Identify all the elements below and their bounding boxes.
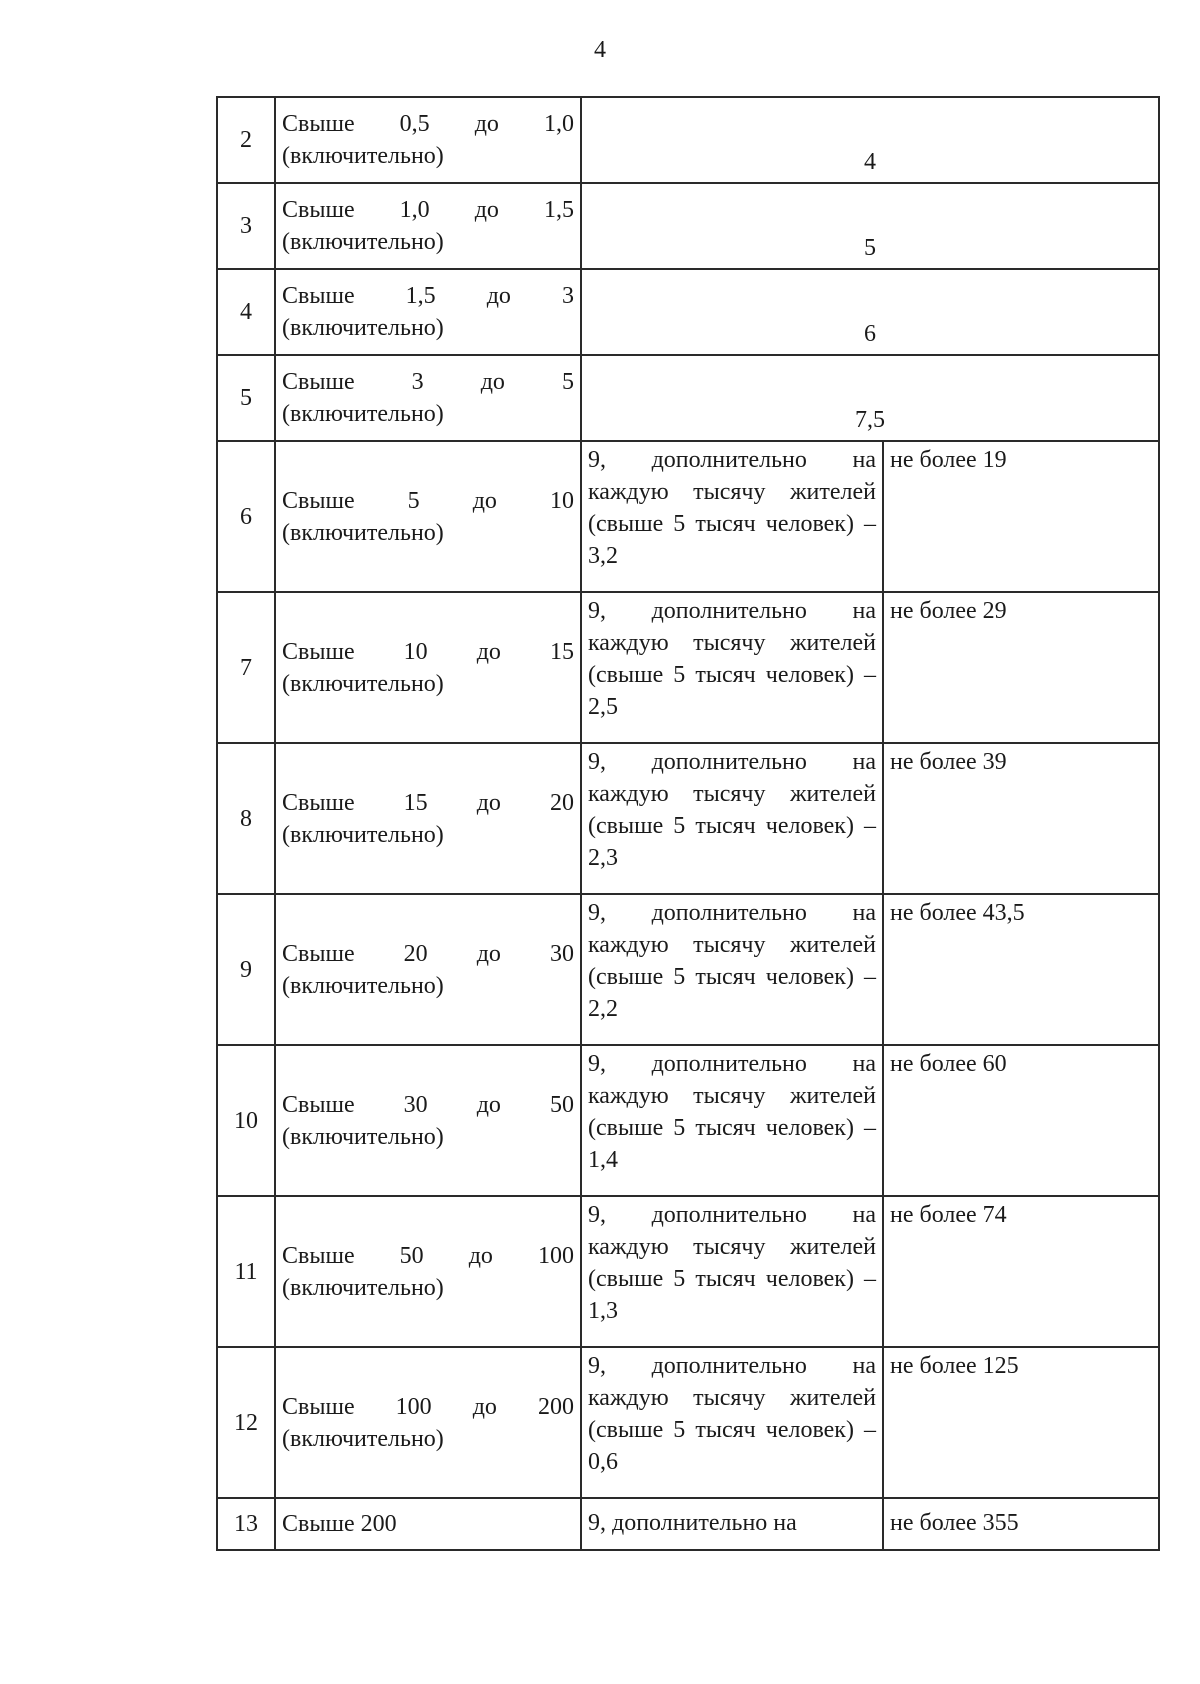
range-text: Свыше 15 до 20 (282, 789, 574, 816)
base-norm: 9, дополнительно на каждую тысячу жителей (свыше 5 тысяч человек) – 1,3 (581, 1196, 883, 1347)
norm-value: 4 (581, 97, 1159, 183)
range-qualifier: (включительно) (282, 1425, 444, 1452)
max-limit: не более 355 (883, 1498, 1159, 1550)
population-range (275, 97, 581, 183)
range-qualifier: (включительно) (282, 1123, 444, 1150)
row-number: 7 (217, 592, 275, 743)
range-text: Свыше 1,0 до 1,5 (282, 197, 574, 223)
table-row (217, 441, 1159, 592)
table-row (217, 183, 1159, 269)
max-limit: не более 39 (883, 743, 1159, 894)
row-number: 4 (217, 269, 275, 355)
range-qualifier: (включительно) (282, 821, 444, 848)
range-text: Свыше 30 до 50 (282, 1091, 574, 1118)
norm-value: 5 (581, 183, 1159, 269)
base-norm: 9, дополнительно на (581, 1498, 883, 1550)
row-number: 2 (217, 97, 275, 183)
population-range (275, 743, 581, 894)
population-range (275, 183, 581, 269)
base-norm: 9, дополнительно на каждую тысячу жителей (свыше 5 тысяч человек) – 2,5 (581, 592, 883, 743)
base-norm: 9, дополнительно на каждую тысячу жителей (свыше 5 тысяч человек) – 0,6 (581, 1347, 883, 1498)
range-text: Свыше 10 до 15 (282, 638, 574, 665)
range-qualifier: (включительно) (282, 143, 444, 169)
table-row (217, 1045, 1159, 1196)
population-range (275, 1196, 581, 1347)
row-number: 6 (217, 441, 275, 592)
range-text: Свыше 20 до 30 (282, 940, 574, 967)
base-norm: 9, дополнительно на каждую тысячу жителей (свыше 5 тысяч человек) – 2,2 (581, 894, 883, 1045)
base-norm: 9, дополнительно на каждую тысячу жителей (свыше 5 тысяч человек) – 3,2 (581, 441, 883, 592)
max-limit: не более 19 (883, 441, 1159, 592)
norm-value: 6 (581, 269, 1159, 355)
population-range (275, 355, 581, 441)
page-number: 4 (594, 37, 606, 63)
row-number: 3 (217, 183, 275, 269)
max-limit: не более 60 (883, 1045, 1159, 1196)
range-qualifier: (включительно) (282, 401, 444, 427)
table-row (217, 269, 1159, 355)
table-row (217, 355, 1159, 441)
max-limit: не более 29 (883, 592, 1159, 743)
max-limit: не более 74 (883, 1196, 1159, 1347)
range-qualifier: (включительно) (282, 229, 444, 255)
norm-value: 7,5 (581, 355, 1159, 441)
range-qualifier: (включительно) (282, 670, 444, 697)
population-range: Свыше 200 (275, 1498, 581, 1550)
range-text: Свыше 50 до 100 (282, 1242, 574, 1269)
population-range (275, 269, 581, 355)
range-text: Свыше 5 до 10 (282, 487, 574, 514)
row-number: 5 (217, 355, 275, 441)
table-row (217, 1196, 1159, 1347)
range-text: Свыше 100 до 200 (282, 1393, 574, 1420)
row-number: 11 (217, 1196, 275, 1347)
range-qualifier: (включительно) (282, 315, 444, 341)
population-range (275, 592, 581, 743)
base-norm: 9, дополнительно на каждую тысячу жителей (свыше 5 тысяч человек) – 2,3 (581, 743, 883, 894)
row-number: 9 (217, 894, 275, 1045)
range-text: Свыше 3 до 5 (282, 369, 574, 395)
table-row (217, 592, 1159, 743)
population-range (275, 441, 581, 592)
table-row (217, 97, 1159, 183)
range-qualifier: (включительно) (282, 1274, 444, 1301)
base-norm: 9, дополнительно на каждую тысячу жителей (свыше 5 тысяч человек) – 1,4 (581, 1045, 883, 1196)
row-number: 10 (217, 1045, 275, 1196)
table-row (217, 1347, 1159, 1498)
population-range (275, 1347, 581, 1498)
population-range (275, 1045, 581, 1196)
population-norms-table (216, 96, 1160, 1551)
table-row (217, 743, 1159, 894)
range-qualifier: (включительно) (282, 972, 444, 999)
range-qualifier: (включительно) (282, 519, 444, 546)
row-number: 13 (217, 1498, 275, 1550)
row-number: 8 (217, 743, 275, 894)
table-row (217, 894, 1159, 1045)
max-limit: не более 125 (883, 1347, 1159, 1498)
row-number: 12 (217, 1347, 275, 1498)
table-row (217, 1498, 1159, 1550)
range-text: Свыше 0,5 до 1,0 (282, 111, 574, 137)
max-limit: не более 43,5 (883, 894, 1159, 1045)
range-text: Свыше 1,5 до 3 (282, 283, 574, 309)
population-range (275, 894, 581, 1045)
